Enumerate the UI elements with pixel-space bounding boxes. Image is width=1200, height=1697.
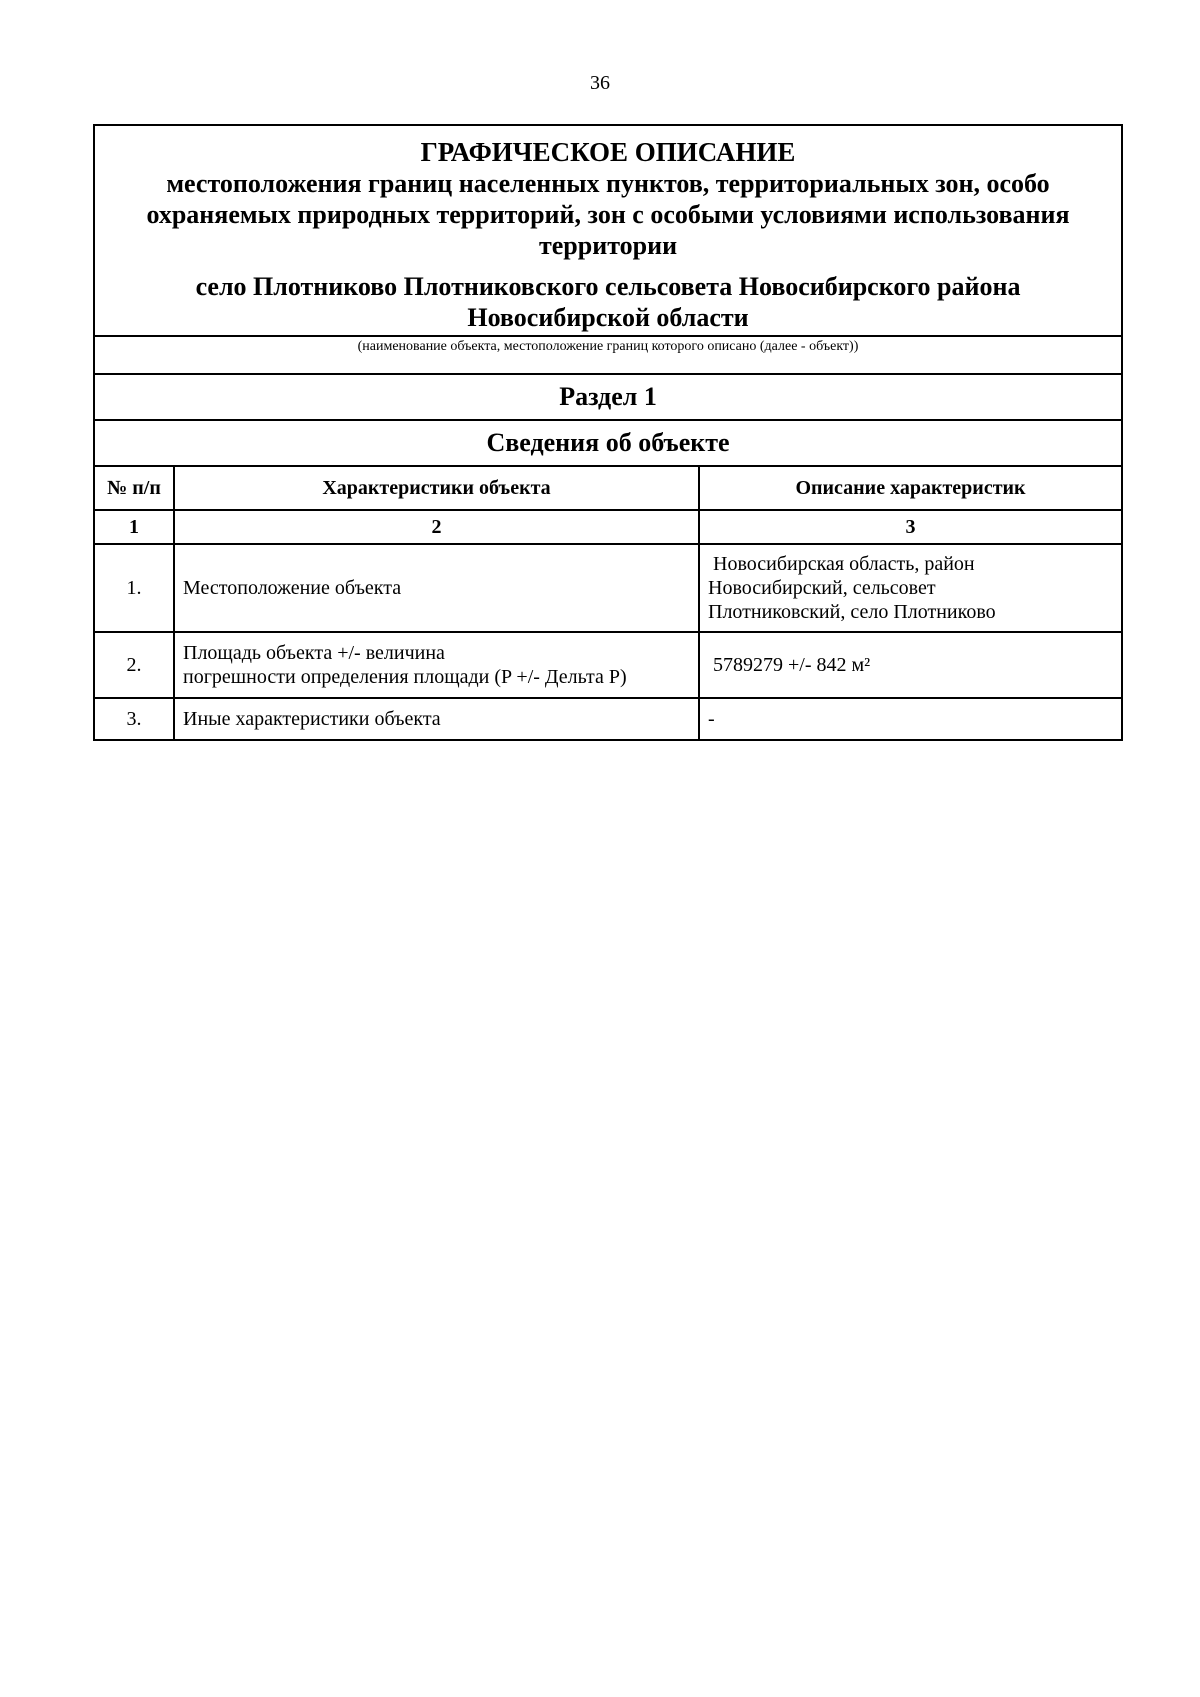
description-line: 5789279 +/- 842 м² (708, 654, 871, 676)
section-title: Сведения об объекте (94, 420, 1122, 466)
row-description (699, 632, 1122, 698)
table-row (94, 632, 1122, 698)
description-line: Плотниковский, село Плотниково (708, 601, 996, 623)
column-number-2: 2 (174, 510, 699, 544)
column-number-3: 3 (699, 510, 1122, 544)
row-description (699, 698, 1122, 740)
row-number: 3. (94, 698, 174, 740)
column-header-description: Описание характеристик (699, 466, 1122, 510)
subtitle-line: территории (538, 231, 678, 260)
subtitle-line: местоположения границ населенных пунктов, территориальных зон, особо (166, 169, 1050, 198)
section-label: Раздел 1 (94, 374, 1122, 420)
description-line: Новосибирский, сельсовет (708, 577, 936, 599)
description-line: Новосибирская область, район (708, 553, 975, 575)
subtitle-line: охраняемых природных территорий, зон с особыми условиями использования (146, 200, 1070, 229)
row-number: 2. (94, 632, 174, 698)
row-number: 1. (94, 544, 174, 632)
row-characteristic (174, 544, 699, 632)
column-header-characteristic: Характеристики объекта (174, 466, 699, 510)
document-subtitle (95, 168, 1121, 261)
document-header (94, 125, 1122, 336)
document-title: ГРАФИЧЕСКОЕ ОПИСАНИЕ (420, 137, 796, 167)
column-number-1: 1 (94, 510, 174, 544)
table-row (94, 698, 1122, 740)
characteristic-line: Площадь объекта +/- величина (183, 642, 445, 664)
row-description (699, 544, 1122, 632)
description-line: - (708, 708, 715, 730)
object-name-line: Новосибирской области (467, 303, 749, 332)
row-characteristic (174, 632, 699, 698)
characteristic-line: Местоположение объекта (183, 577, 402, 599)
object-name-caption: (наименование объекта, местоположение границ которого описано (далее - объект)) (94, 336, 1122, 374)
object-name (95, 271, 1121, 335)
graphic-description-table (93, 124, 1123, 741)
characteristic-line: Иные характеристики объекта (183, 708, 441, 730)
page-number: 36 (590, 72, 610, 94)
row-characteristic (174, 698, 699, 740)
column-header-number: № п/п (94, 466, 174, 510)
characteristic-line: погрешности определения площади (P +/- Дельта P) (183, 666, 627, 688)
object-name-line: село Плотниково Плотниковского сельсовета Новосибирского района (195, 272, 1021, 301)
table-row (94, 544, 1122, 632)
